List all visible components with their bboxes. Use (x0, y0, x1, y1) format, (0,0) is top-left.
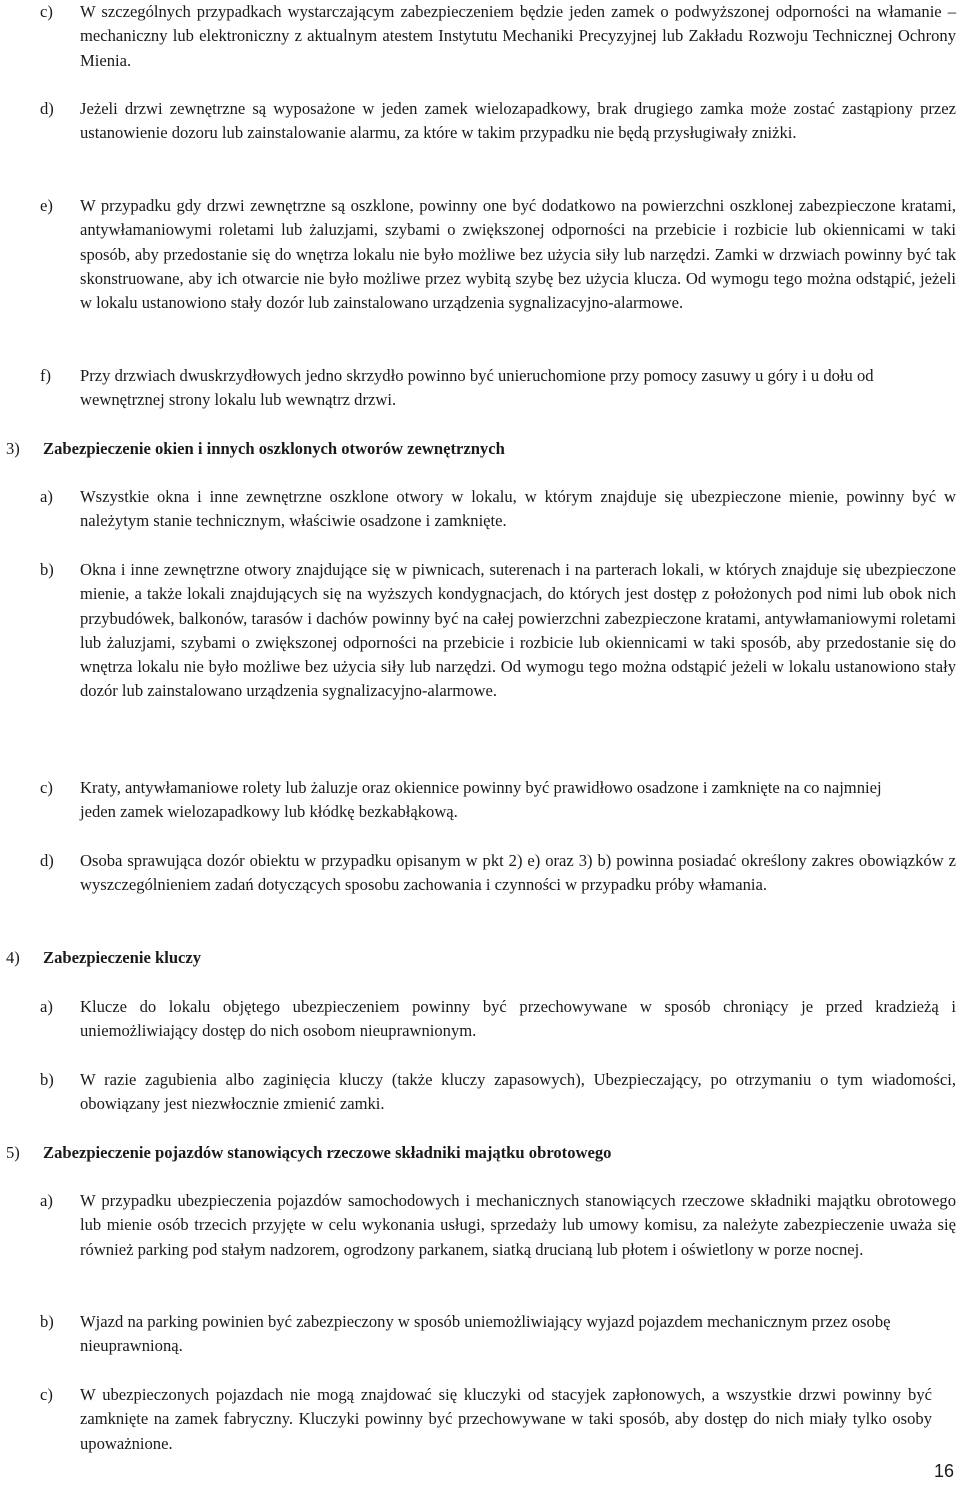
item-text: W szczególnych przypadkach wystarczającym zabezpieczeniem będzie jeden zamek o podwyższonej odporności na włamanie – mechaniczny lub elektroniczny z aktualnym atestem Instytutu Mechaniki Precyzyjnej lub Zakładu Rozwoju Technicznej Ochrony Mienia. (80, 2, 956, 70)
item-text: Klucze do lokalu objętego ubezpieczeniem powinny być przechowywane w sposób chroniący je przed kradzieżą i uniemożliwiający dostęp do nich osobom nieuprawnionym. (80, 997, 956, 1041)
item-text: Wszystkie okna i inne zewnętrzne oszklone otwory w lokalu, w którym znajduje się ubezpieczone mienie, powinny być w należytym stanie technicznym, właściwie osadzone i zamknięte. (80, 487, 956, 531)
item-text: Kraty, antywłamaniowe rolety lub żaluzje oraz okiennice powinny być prawidłowo osadzone i zamknięte na co najmniej jeden zamek wielozapadkowy lub kłódkę bezkabłąkową. (80, 778, 882, 822)
item-label: a) (40, 1191, 53, 1210)
section-title: Zabezpieczenie pojazdów stanowiących rzeczowe składniki majątku obrotowego (43, 1143, 612, 1162)
section-title: Zabezpieczenie kluczy (43, 948, 202, 967)
item-label: b) (40, 1070, 54, 1089)
item-label: d) (40, 851, 54, 870)
item-label: e) (40, 196, 53, 215)
section-number: 4) (6, 948, 20, 967)
item-text: Osoba sprawująca dozór obiektu w przypadku opisanym w pkt 2) e) oraz 3) b) powinna posiadać określony zakres obowiązków z wyszczególnieniem zadań dotyczących sposobu zachowania i czynności w przypadku próby włamania. (80, 851, 956, 895)
item-label: c) (40, 1385, 53, 1404)
item-text: W razie zagubienia albo zaginięcia kluczy (także kluczy zapasowych), Ubezpieczający, po otrzymaniu o tym wiadomości, obowiązany jest niezwłocznie zmienić zamki. (80, 1070, 956, 1114)
item-label: f) (40, 366, 52, 385)
section-number: 5) (6, 1143, 20, 1162)
item-text: W przypadku ubezpieczenia pojazdów samochodowych i mechanicznych stanowiących rzeczowe składniki majątku obrotowego lub mienie osób trzecich przyjęte w celu wykonania usługi, sprzedaży lub umowy komisu, za należyte zabezpieczenie uważa się również parking pod stałym nadzorem, ogrodzony parkanem, siatką drucianą lub płotem i oświetlony w porze nocnej. (80, 1191, 956, 1259)
item-label: b) (40, 560, 54, 579)
item-label: a) (40, 487, 53, 506)
page-number: 16 (933, 1461, 954, 1481)
item-text: Wjazd na parking powinien być zabezpieczony w sposób uniemożliwiający wyjazd pojazdem mechanicznym przez osobę nieuprawnioną. (80, 1312, 891, 1356)
section-title: Zabezpieczenie okien i innych oszklonych otworów zewnętrznych (43, 439, 505, 458)
item-text: Okna i inne zewnętrzne otwory znajdujące się w piwnicach, suterenach i na parterach lokali, w których znajduje się ubezpieczone mienie, a także lokali znajdujących się na wyższych kondygnacjach, do których jest dostęp z położonych pod nimi lub obok nich przybudówek, balkonów, tarasów i dachów powinny być na całej powierzchni zabezpieczone kratami, antywłamaniowymi roletami lub żaluzjami, szybami o zwiększonej odporności na przebicie i rozbicie lub okiennicami w taki sposób, aby przedostanie się do wnętrza lokalu nie było możliwe bez użycia siły lub narzędzi. Od wymogu tego można odstąpić jeżeli w lokalu ustanowiono stały dozór lub zainstalowano urządzenia sygnalizacyjno-alarmowe. (80, 560, 956, 701)
item-label: b) (40, 1312, 54, 1331)
section-number: 3) (6, 439, 20, 458)
item-label: d) (40, 99, 54, 118)
item-label: c) (40, 778, 53, 797)
item-text: W przypadku gdy drzwi zewnętrzne są oszklone, powinny one być dodatkowo na powierzchni oszklonej zabezpieczone kratami, antywłamaniowymi roletami lub żaluzjami, szybami o zwiększonej odporności na przebicie i rozbicie lub okiennicami w taki sposób, aby przedostanie się do wnętrza lokalu nie było możliwe bez użycia siły lub narzędzi. Zamki w drzwiach powinny być tak skonstruowane, aby ich otwarcie nie było możliwe przez wybitą szybę bez użycia klucza. Od wymogu tego można odstąpić, jeżeli w lokalu ustanowiono stały dozór lub zainstalowano urządzenia sygnalizacyjno-alarmowe. (80, 196, 956, 313)
item-text: Jeżeli drzwi zewnętrzne są wyposażone w jeden zamek wielozapadkowy, brak drugiego zamka może zostać zastąpiony przez ustanowienie dozoru lub zainstalowanie alarmu, za które w takim przypadku nie będą przysługiwały zniżki. (80, 99, 956, 143)
item-text: W ubezpieczonych pojazdach nie mogą znajdować się kluczyki od stacyjek zapłonowych, a wszystkie drzwi powinny być zamknięte na zamek fabryczny. Kluczyki powinny być przechowywane w taki sposób, aby dostęp do nich miały tylko osoby upoważnione. (80, 1385, 932, 1453)
item-text: Przy drzwiach dwuskrzydłowych jedno skrzydło powinno być unieruchomione przy pomocy zasuwy u góry i u dołu od wewnętrznej strony lokalu lub wewnątrz drzwi. (80, 366, 874, 410)
item-label: c) (40, 2, 53, 21)
item-label: a) (40, 997, 53, 1016)
